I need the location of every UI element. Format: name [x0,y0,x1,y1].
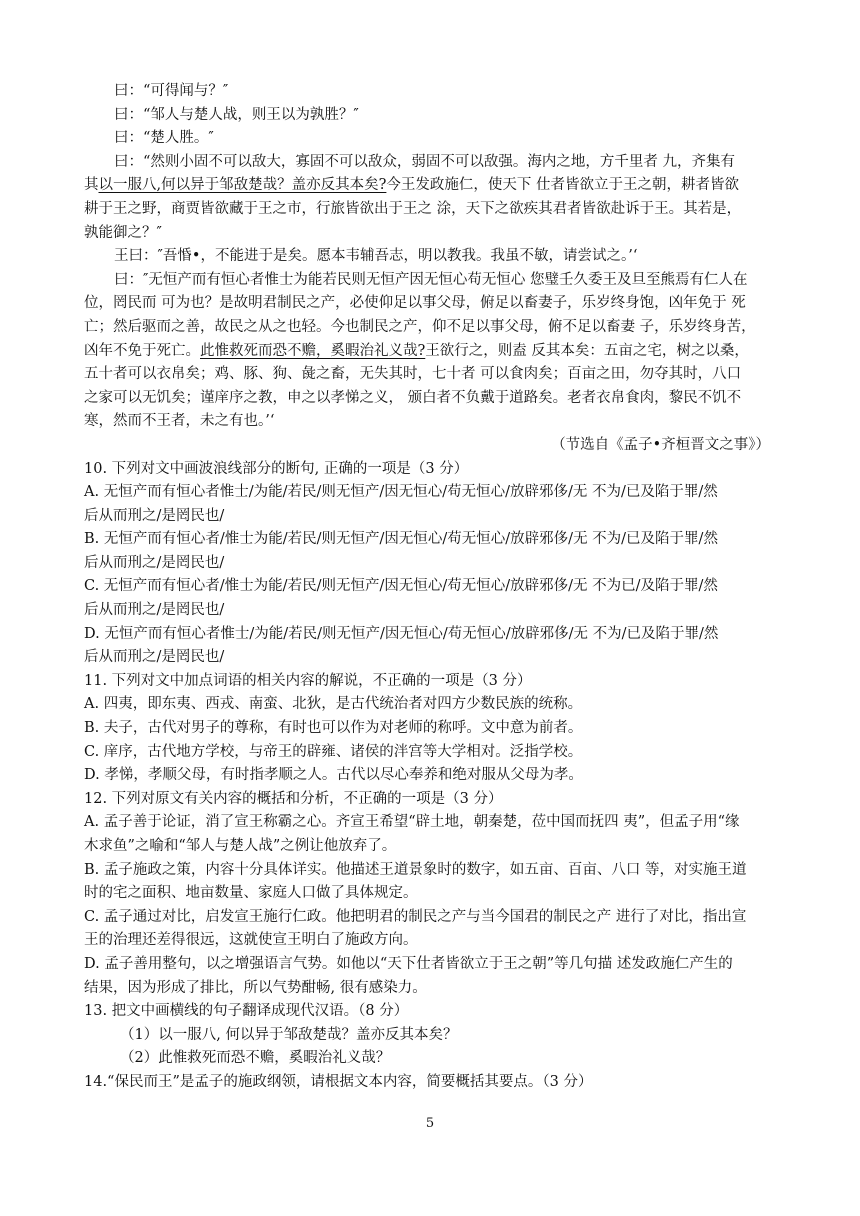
text-line: C. 庠序，古代地方学校，与帝王的辟雍、诸侯的泮宫等大学相对。泛指学校。 [84,743,583,760]
text-line: 后从而刑之/是罔民也/ [84,554,225,571]
text-line: 王的治理还差得很远，这就使宣王明白了施政方向。 [84,932,418,949]
text-line: （1）以一服八, 何以异于邹敌楚哉？盖亦反其本矣？ [120,1026,458,1043]
text-line: A. 四夷，即东夷、西戎、南蛮、北狄，是古代统治者对四方少数民族的统称。 [84,696,583,713]
text-line: 曰：“楚人胜。″ [114,130,214,147]
text-line: B. 夫子，古代对男子的尊称，有时也可以作为对老师的称呼。文中意为前者。 [84,720,583,737]
underlined-sentence: 此惟救死而恐不赡，奚暇治礼义哉? [200,342,426,359]
text-line: 孰能御之？″ [84,224,162,241]
text-segment: 凶年不免于死亡。 [84,342,200,359]
text-line: 后从而刑之/是罔民也/ [84,649,225,666]
underlined-sentence: 以一服八,何以异于邹敌楚哉？盖亦反其本矣? [98,177,387,194]
text-line: 亡；然后驱而之善，故民之从之也轻。今也制民之产，仰不足以事父母，俯不足以畜妻 子，乐岁终身苦， [84,318,756,335]
text-line: （2）此惟救死而恐不赡，奚暇治礼义哉？ [120,1050,391,1067]
text-line: A. 无恒产而有恒心者惟士/为能/若民/则无恒产/因无恒心/苟无恒心/放辟邪侈/无 不为/已及陷于罪/然 [84,484,718,501]
text-line: D. 孟子善用整句，以之增强语言气势。如他以“天下仕者皆欲立于王之朝”等几句描 述发政施仁产生的 [84,955,733,972]
text-line: 寒，然而不王者，未之有也。’‘ [84,413,275,430]
text-segment: 王欲行之，则盍 反其本矣：五亩之宅，树之以桑， [425,342,749,359]
text-line: 12. 下列对原文有关内容的概括和分析，不正确的一项是（3 分） [84,790,503,807]
text-line: 结果，因为形成了排比，所以气势酣畅, 很有感染力。 [84,979,427,996]
text-line: 王曰：″吾惛•，不能进于是矣。愿本韦辅吾志，明以教我。我虽不敏，请尝试之。’‘ [114,248,638,265]
text-line: D. 无恒产而有恒心者惟士/为能/若民/则无恒产/因无恒心/苟无恒心/放辟邪侈/无 不为/已及陷于罪/然 [84,625,719,642]
text-line: 14.“保民而王”是孟子的施政纲领，请根据文本内容，简要概括其要点。（3 分） [84,1073,593,1090]
text-line: 木求鱼”之喻和“邹人与楚人战”之例让他放弃了。 [84,838,397,854]
text-line: B. 无恒产而有恒心者/惟士为能/若民/则无恒产/因无恒心/苟无恒心/放辟邪侈/无 不为/已及陷于罪/然 [84,531,718,548]
text-line: D. 孝悌，孝顺父母，有时指孝顺之人。古代以尽心奉养和绝对服从父母为孝。 [84,767,583,784]
text-line [84,174,784,198]
text-line: 11. 下列对文中加点词语的相关内容的解说，不正确的一项是（3 分） [84,672,532,689]
text-line: 之家可以无饥矣；谨庠序之教，申之以孝悌之义， 颁白者不负戴于道路矣。老者衣帛食肉，黎民不饥不 [84,389,742,406]
text-line: C. 孟子通过对比，启发宣王施行仁政。他把明君的制民之产与当今国君的制民之产 进行了对比，指出宣 [84,908,747,925]
text-line: 13. 把文中画横线的句子翻译成现代汉语。（8 分） [84,1003,409,1020]
text-line [84,340,784,364]
page-number: 5 [425,1116,435,1131]
text-line: 曰：″无恒产而有恒心者惟士为能若民则无恒产因无恒心苟无恒心 您璧壬久委王及旦至熊焉有仁人在 [114,271,748,288]
text-line: （节选自《孟子•齐桓晋文之事》） [551,436,770,453]
text-line: 位，罔民而 可为也？是故明君制民之产，必使仰足以事父母，俯足以畜妻子，乐岁终身饱，凶年免于 死 [84,295,746,312]
text-line: 后从而刑之/是罔民也/ [84,507,225,524]
text-line: 曰：“可得闻与？″ [114,83,229,99]
text-line: B. 孟子施政之策，内容十分具体详实。他描述王道景象时的数字，如五亩、百亩、八口 等，对实施王道 [84,861,747,878]
text-line: 曰：“邹人与楚人战，则王以为孰胜？″ [114,106,359,123]
text-line: 10. 下列对文中画波浪线部分的断句, 正确的一项是（3 分） [84,460,469,477]
text-segment: 今王发政施仁，使天下 仕者皆欲立于王之朝，耕者皆欲 [386,177,739,194]
text-line: 时的宅之面积、地亩数量、家庭人口做了具体规定。 [84,885,418,902]
text-line: 五十者可以衣帛矣；鸡、豚、狗、彘之畜，无失其时，七十者 可以食肉矣；百亩之田，勿夺其时，八口 [84,366,742,383]
text-line: 后从而刑之/是罔民也/ [84,602,225,619]
text-line: 曰：“然则小固不可以敌大，寡固不可以敌众，弱固不可以敌强。海内之地，方千里者 九，齐集有 [114,153,736,170]
page-body [84,80,784,1095]
text-line: C. 无恒产而有恒心者/惟士为能/若民/则无恒产/因无恒心/苟无恒心/放辟邪侈/无 不为已/及陷于罪/然 [84,578,718,595]
text-line: 耕于王之野，商贾皆欲藏于王之市，行旅皆欲出于王之 涂，天下之欲疾其君者皆欲赴诉于王。其若是， [84,200,742,217]
text-line: A. 孟子善于论证，消了宣王称霸之心。齐宣王希望“辟土地，朝秦楚，莅中国而抚四 夷”，但孟子用“缘 [84,814,740,831]
text-segment: 其 [84,177,99,194]
